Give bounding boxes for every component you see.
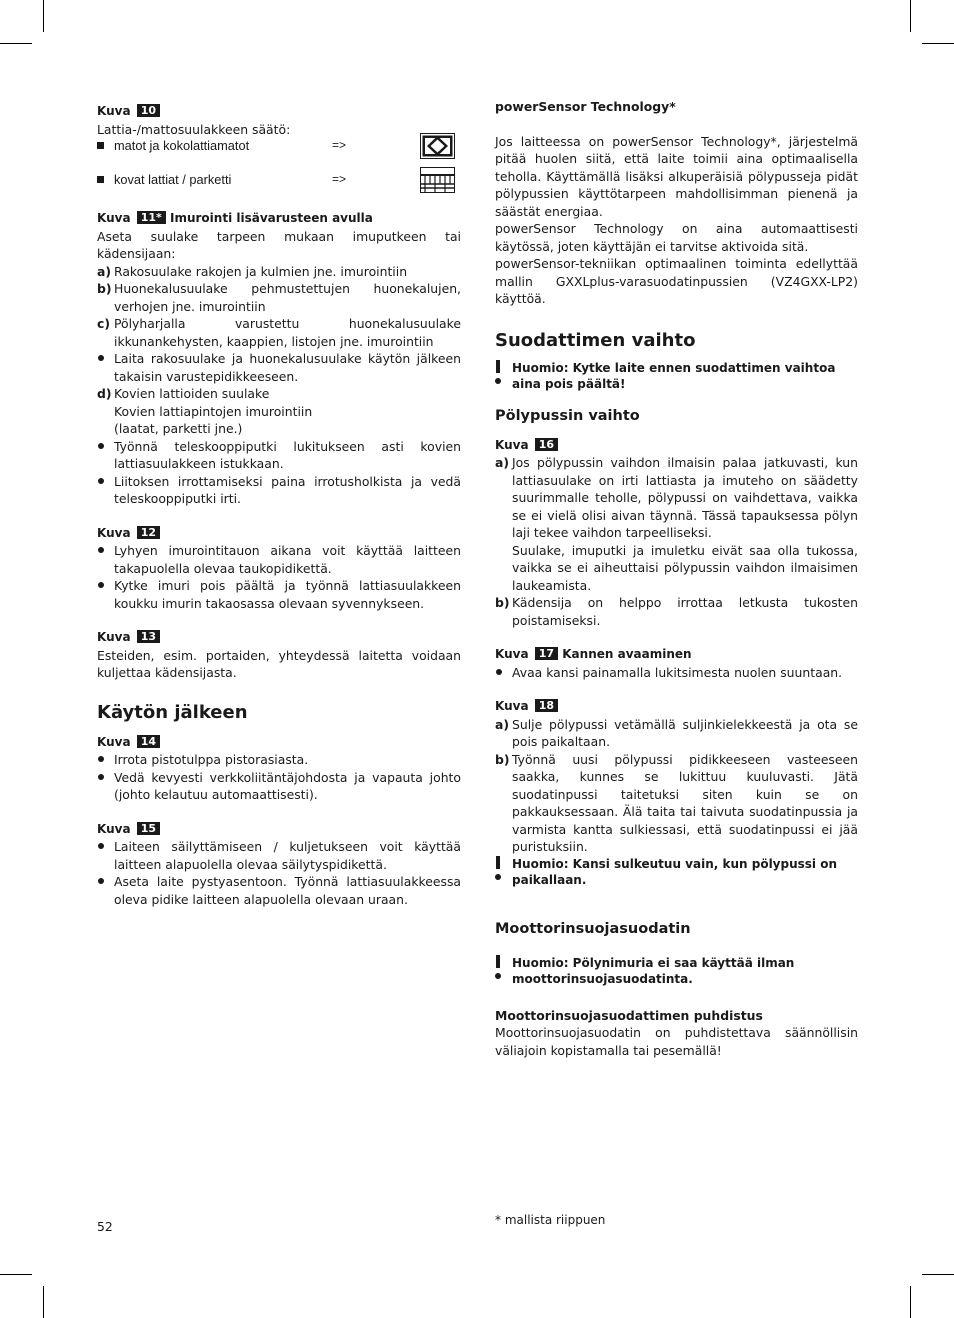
- bullet-icon: [97, 438, 114, 473]
- exclamation-icon: [495, 360, 512, 392]
- bullet-icon: [97, 577, 114, 612]
- right-column: [495, 98, 858, 1059]
- figure-number: 10: [137, 104, 160, 117]
- body-text: Jos laitteessa on powerSensor Technology*, järjestelmä pitää huolen siitä, että laite toimii aina optimaalisella teholla. Käyttämällä lisäksi alkuperäisiä pölypusseja pidät pölypussien käyttötarpeen mahdollisimman pienenä ja säästät energiaa.: [495, 133, 858, 219]
- body-text: Moottorinsuojasuodatin on puhdistettava säännöllisin väliajoin kopistamalla tai pesemällä!: [495, 1025, 858, 1058]
- figure-number: 17: [535, 647, 558, 660]
- body-text: Aseta suulake tarpeen mukaan imuputkeen tai kädensijaan:: [97, 228, 461, 261]
- footnote: * mallista riippuen: [495, 1213, 606, 1227]
- figure-label: Kuva 15: [97, 821, 461, 839]
- figure-number: 15: [137, 822, 160, 835]
- figure-number: 18: [535, 699, 558, 712]
- section-heading: Suodattimen vaihto: [495, 329, 696, 351]
- bullet-item: Irrota pistotulppa pistorasiasta.: [97, 751, 461, 769]
- square-bullet-icon: [97, 171, 114, 189]
- bullet-icon: [97, 542, 114, 577]
- body-text: powerSensor Technology on aina automaattisesti käytössä, joten käyttäjän ei tarvitse aktivoida sitä.: [495, 221, 858, 254]
- bullet-item: Aseta laite pystyasentoon. Työnnä lattiasuulakkeessa oleva pidike laitteen alapuolella olevaan uraan.: [97, 873, 461, 908]
- hard-floor-setting-icon: [420, 167, 455, 193]
- figure-label: Kuva 11* Imurointi lisävarusteen avulla: [97, 211, 373, 225]
- figure-label: Kuva 12: [97, 525, 461, 543]
- left-column: [97, 98, 461, 908]
- bullet-item: Työnnä teleskooppiputki lukitukseen asti kovien lattiasuulakkeen istukkaan.: [97, 438, 461, 473]
- bullet-icon: [97, 473, 114, 508]
- list-item: b) Kädensija on helppo irrottaa letkusta tukosten poistamiseksi.: [495, 595, 858, 628]
- square-bullet-icon: [97, 137, 114, 155]
- bullet-item: Vedä kevyesti verkkoliitäntäjohdosta ja vapauta johto (johto kelautuu automaattisesti).: [97, 769, 461, 804]
- figure-label: Kuva 13: [97, 629, 461, 647]
- list-item: a) Jos pölypussin vaihdon ilmaisin palaa jatkuvasti, kun lattiasuulake on irti lattiasta ja imuteho on säädetty suurimmalle teholle, pölypussi on vaihdettava, vaikka se ei vielä olisi aivan täynnä. Tässä tapauksessa pölyn laji tekee vaihdon tarpeelliseksi. Suulake, imuputki ja imuletku eivät saa olla tukossa, vaikka se ei aiheuttaisi pölypussin vaihdon ilmaisimen laukeamista.: [495, 455, 858, 593]
- crop-mark: [43, 0, 44, 32]
- bullet-item: Lyhyen imurointitauon aikana voit käyttää laitteen takapuolella olevaa taukopidikettä.: [97, 542, 461, 577]
- figure-label: Kuva 16: [495, 437, 858, 455]
- bullet-item: Kytke imuri pois päältä ja työnnä lattiasuulakkeen koukku imurin takaosassa olevaan syvennykseen.: [97, 577, 461, 612]
- figure-number: 11*: [137, 211, 166, 224]
- section-heading: Moottorinsuojasuodatin: [495, 920, 691, 937]
- subsection-title: powerSensor Technology*: [495, 99, 676, 114]
- crop-mark: [922, 43, 954, 44]
- crop-mark: [0, 43, 32, 44]
- figure-number: 12: [137, 526, 160, 539]
- list-item: d) Kovien lattioiden suulake Kovien lattiapintojen imurointiin (laatat, parketti jne.): [97, 386, 313, 436]
- bullet-icon: [97, 769, 114, 804]
- figure-label: Kuva 18: [495, 698, 858, 716]
- crop-mark: [922, 1274, 954, 1275]
- bullet-item: Avaa kansi painamalla lukitsimesta nuolen suuntaan.: [495, 664, 858, 682]
- bullet-icon: [97, 350, 114, 385]
- list-item: b) Huonekalusuulake pehmustettujen huonekalujen, verhojen jne. imurointiin: [97, 281, 461, 314]
- section-heading: Käytön jälkeen: [97, 701, 248, 723]
- setting-carpet: matot ja kokolattiamatot =>: [97, 129, 461, 163]
- crop-mark: [43, 1286, 44, 1318]
- bullet-icon: [495, 664, 512, 682]
- bullet-item: Laita rakosuulake ja huonekalusuulake käytön jälkeen takaisin varustepidikkeeseen.: [97, 350, 461, 385]
- nozzle-intro: Lattia-/mattosuulakkeen säätö:: [97, 121, 291, 137]
- figure-number: 13: [137, 630, 160, 643]
- figure-label: Kuva 14: [97, 734, 461, 752]
- page-number: 52: [97, 1219, 113, 1234]
- crop-mark: [0, 1274, 32, 1275]
- carpet-setting-icon: [420, 133, 455, 159]
- list-item: a) Sulje pölypussi vetämällä suljinkielekkeestä ja ota se pois paikaltaan.: [495, 716, 858, 749]
- crop-mark: [910, 1286, 911, 1318]
- list-item: a) Rakosuulake rakojen ja kulmien jne. imurointiin: [97, 263, 408, 279]
- subsection-title: Moottorinsuojasuodattimen puhdistus: [495, 1007, 763, 1023]
- setting-hard-floor: kovat lattiat / parketti =>: [97, 163, 461, 197]
- list-item: b) Työnnä uusi pölypussi pidikkeeseen vasteeseen saakka, kunnes se lukittuu kuuluvasti. Jätä suodatinpussi taitetuksi siten kuin se on pakkauksessaan. Älä taita tai taivuta suodatinpussia ja varmista kantta sulkiessasi, että suodatinpussi ei jää puristuksiin.: [495, 751, 858, 854]
- body-text: powerSensor-tekniikan optimaalinen toiminta edellyttää mallin GXXLplus-varasuodatinpussien (VZ4GXX-LP2) käyttöä.: [495, 256, 858, 306]
- warning-note: Huomio: Kytke laite ennen suodattimen vaihtoa aina pois päältä!: [495, 360, 858, 392]
- bullet-icon: [97, 751, 114, 769]
- body-text: Esteiden, esim. portaiden, yhteydessä laitetta voidaan kuljettaa kädensijasta.: [97, 647, 461, 680]
- bullet-icon: [97, 873, 114, 908]
- bullet-item: Liitoksen irrottamiseksi paina irrotusholkista ja vedä teleskooppiputki irti.: [97, 473, 461, 508]
- warning-note: Huomio: Pölynimuria ei saa käyttää ilman moottorinsuojasuodatinta.: [495, 955, 858, 987]
- exclamation-icon: [495, 856, 512, 888]
- warning-note: Huomio: Kansi sulkeutuu vain, kun pölypussi on paikallaan.: [495, 856, 858, 888]
- bullet-icon: [97, 838, 114, 873]
- figure-label: Kuva 17 Kannen avaaminen: [495, 647, 692, 661]
- bullet-item: Laiteen säilyttämiseen / kuljetukseen voit käyttää laitteen alapuolella olevaa säilytyspidikettä.: [97, 838, 461, 873]
- figure-label: Kuva 10: [97, 103, 461, 121]
- figure-number: 14: [137, 735, 160, 748]
- figure-number: 16: [535, 438, 558, 451]
- crop-mark: [910, 0, 911, 32]
- exclamation-icon: [495, 955, 512, 987]
- section-heading: Pölypussin vaihto: [495, 407, 640, 424]
- list-item: c) Pölyharjalla varustettu huonekalusuulake ikkunankehysten, kaappien, listojen jne. imurointiin: [97, 316, 461, 349]
